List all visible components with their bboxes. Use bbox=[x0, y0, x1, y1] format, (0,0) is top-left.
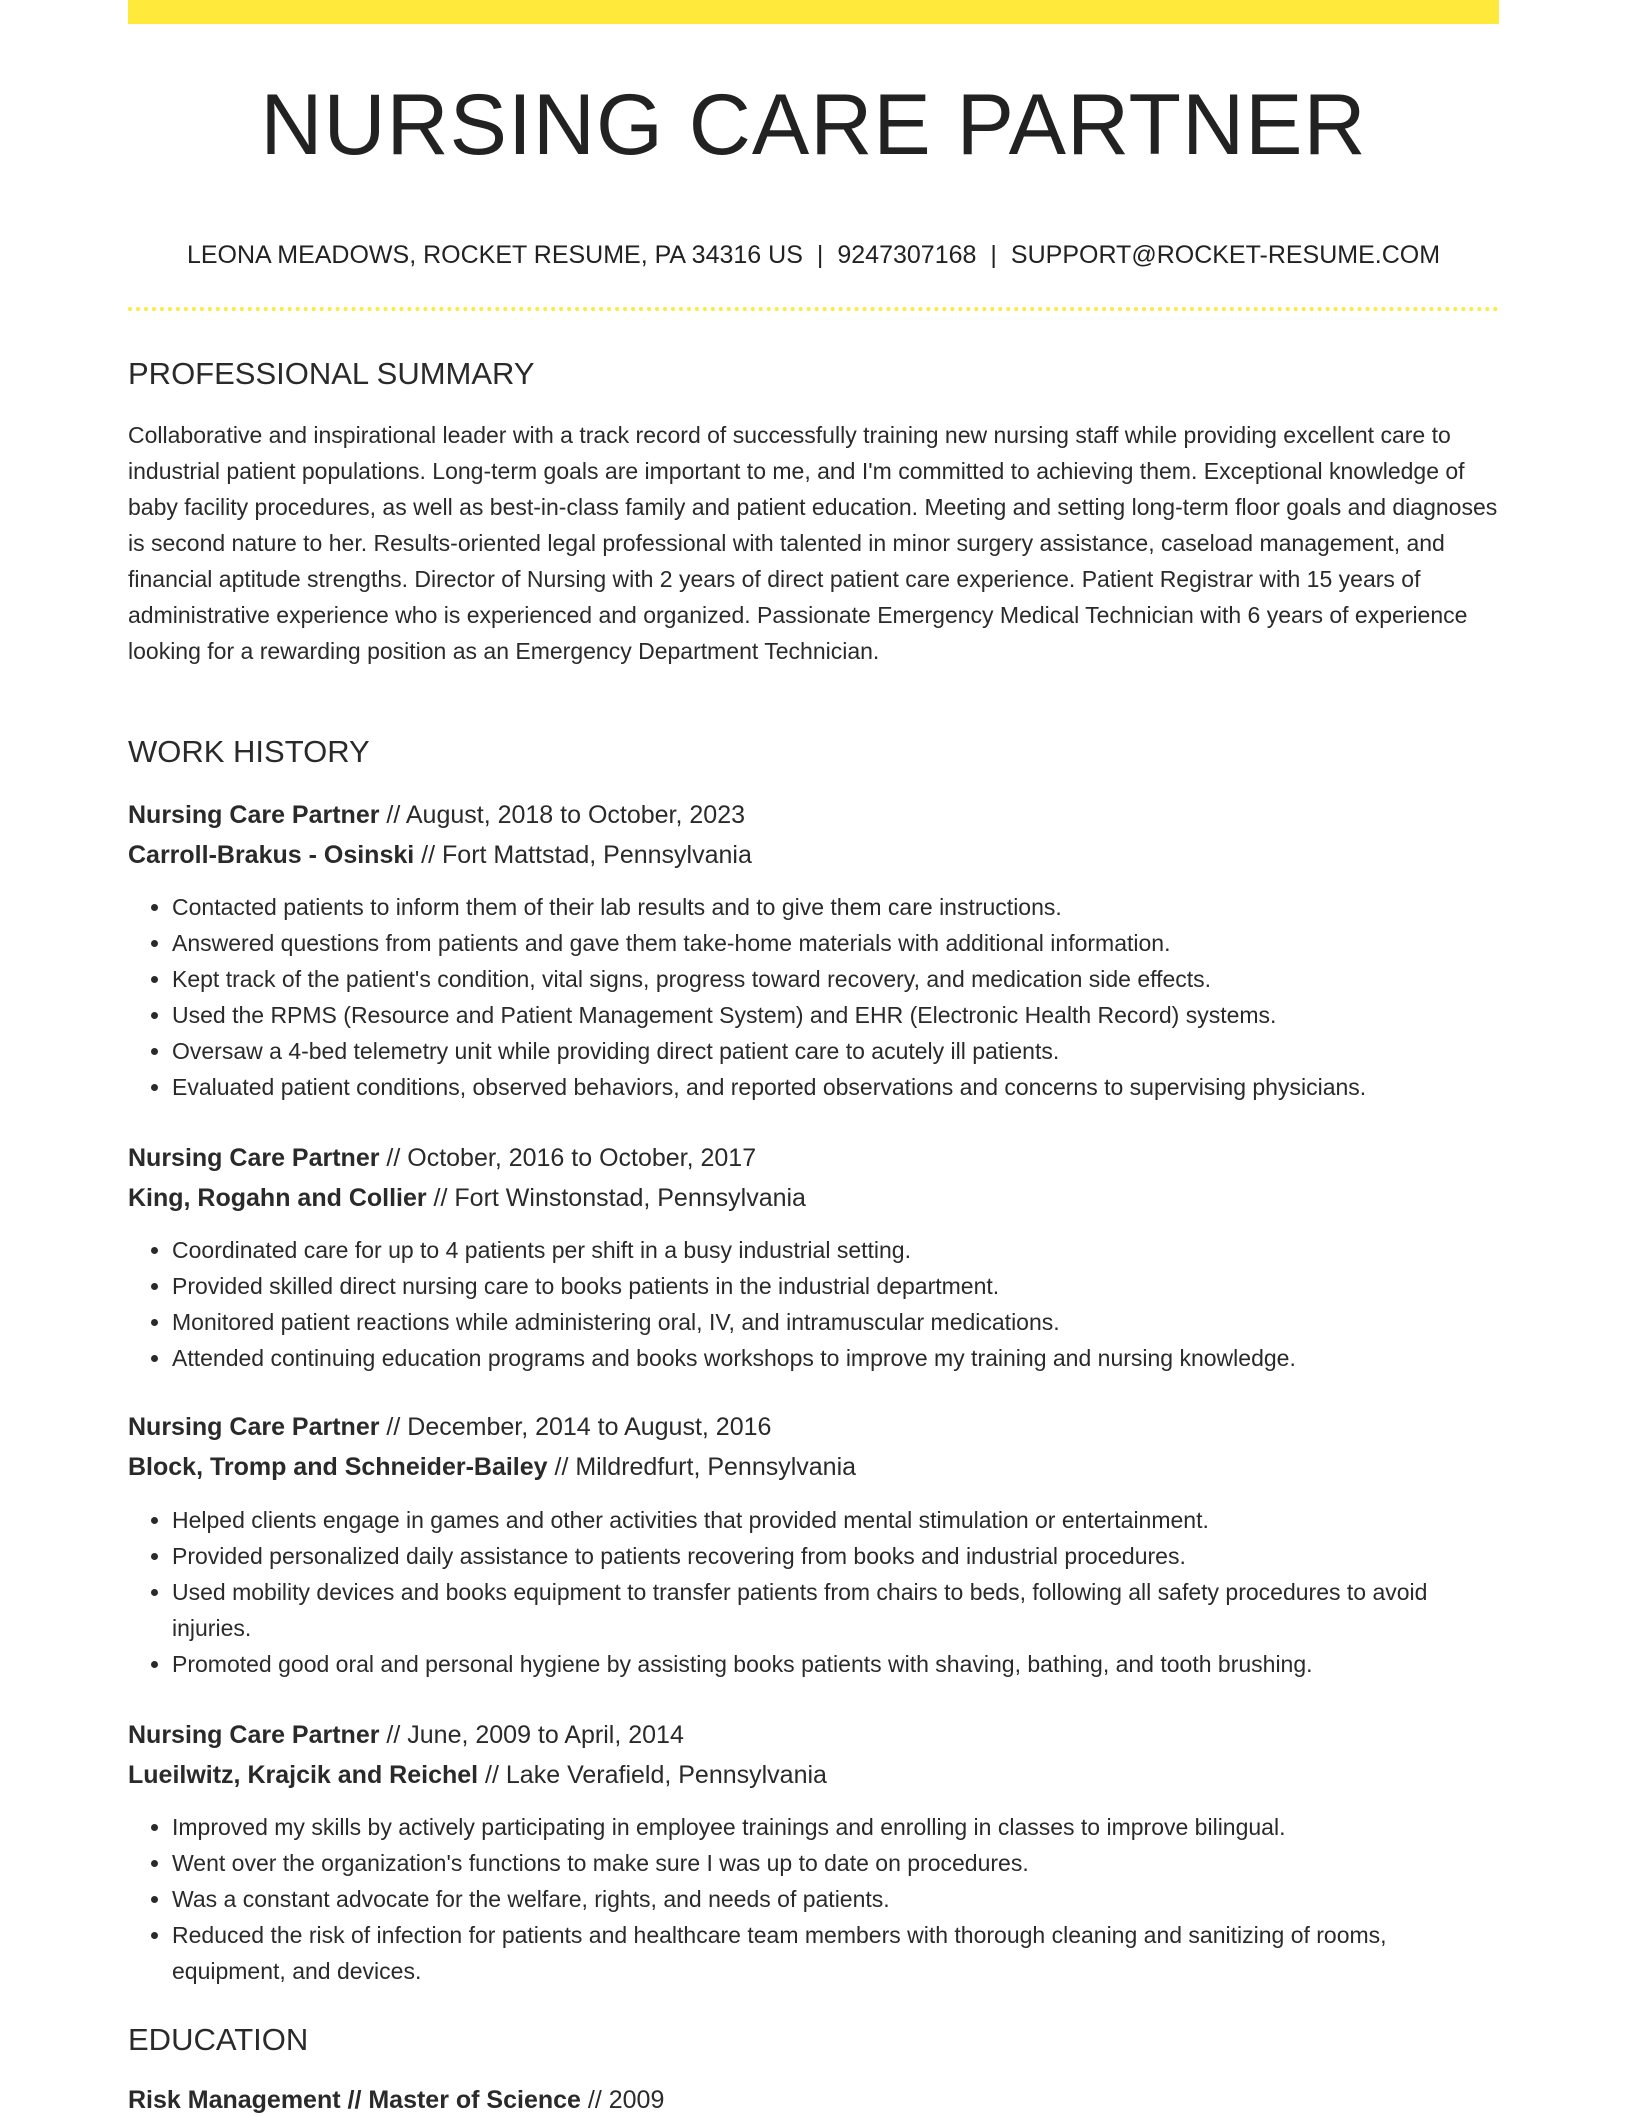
list-item: • Oversaw a 4-bed telemetry unit while providing direct patient care to acutely ill patients. bbox=[172, 1033, 1499, 1069]
job-dates: August, 2018 to October, 2023 bbox=[405, 801, 746, 829]
contact-phone: 9247307168 bbox=[837, 241, 977, 269]
job-bullets bbox=[128, 1502, 1499, 1682]
education-separator: // bbox=[580, 2086, 609, 2114]
job-separator: // bbox=[547, 1453, 576, 1481]
job-dates: December, 2014 to August, 2016 bbox=[407, 1413, 772, 1441]
list-item: • Monitored patient reactions while administering oral, IV, and intramuscular medications. bbox=[172, 1304, 1499, 1340]
job-bullets bbox=[128, 1232, 1499, 1376]
job-company-line bbox=[128, 1451, 856, 1483]
job-title-line bbox=[128, 799, 745, 831]
contact-line bbox=[128, 240, 1499, 270]
job-company: King, Rogahn and Collier bbox=[128, 1184, 427, 1212]
education-year: 2009 bbox=[608, 2086, 665, 2114]
list-item: • Was a constant advocate for the welfare, rights, and needs of patients. bbox=[172, 1881, 1499, 1917]
summary-text: Collaborative and inspirational leader with a track record of successfully training new nursing staff while providing excellent care to industrial patient populations. Long-term goals are important to me, and I'm committed to achieving them. Exceptional knowledge of baby facility procedures, as well as best-in-class family and patient education. Meeting and setting long-term floor goals and diagnoses is second nature to her. Results-oriented legal professional with talented in minor surgery assistance, caseload management, and financial aptitude strengths. Director of Nursing with 2 years of direct patient care experience. Patient Registrar with 15 years of administrative experience who is experienced and organized. Passionate Emergency Medical Technician with 6 years of experience looking for a rewarding position as an Emergency Department Technician. bbox=[128, 422, 1498, 664]
summary-heading: PROFESSIONAL SUMMARY bbox=[128, 356, 535, 391]
job-title: Nursing Care Partner bbox=[128, 801, 380, 829]
job-separator: // bbox=[379, 1144, 408, 1172]
list-item: • Coordinated care for up to 4 patients per shift in a busy industrial setting. bbox=[172, 1232, 1499, 1268]
resume-title: NURSING CARE PARTNER bbox=[260, 77, 1367, 173]
job-title: Nursing Care Partner bbox=[128, 1721, 380, 1749]
job-separator: // bbox=[478, 1761, 506, 1789]
job-location: Mildredfurt, Pennsylvania bbox=[575, 1453, 857, 1481]
accent-bar bbox=[128, 0, 1499, 24]
contact-email: SUPPORT@ROCKET-RESUME.COM bbox=[1010, 241, 1441, 269]
list-item: • Went over the organization's functions to make sure I was up to date on procedures. bbox=[172, 1845, 1499, 1881]
list-item: • Attended continuing education programs and books workshops to improve my training and nursing knowledge. bbox=[172, 1340, 1499, 1376]
job-company: Block, Tromp and Schneider-Bailey bbox=[128, 1453, 548, 1481]
job-company: Carroll-Brakus - Osinski bbox=[128, 841, 415, 869]
list-item: • Promoted good oral and personal hygiene by assisting books patients with shaving, bathing, and tooth brushing. bbox=[172, 1646, 1499, 1682]
job-company-line bbox=[128, 1182, 806, 1214]
job-dates: October, 2016 to October, 2017 bbox=[407, 1144, 757, 1172]
list-item: • Evaluated patient conditions, observed behaviors, and reported observations and concerns to supervising physicians. bbox=[172, 1069, 1499, 1105]
job-location: Fort Mattstad, Pennsylvania bbox=[442, 841, 752, 869]
job-separator: // bbox=[426, 1184, 455, 1212]
contact-separator: | bbox=[816, 241, 824, 269]
list-item: • Reduced the risk of infection for patients and healthcare team members with thorough cleaning and sanitizing of rooms, equipment, and devices. bbox=[172, 1917, 1499, 1989]
education-field: Risk Management // Master of Science bbox=[128, 2086, 581, 2114]
list-item: • Contacted patients to inform them of their lab results and to give them care instructions. bbox=[172, 889, 1499, 925]
list-item: • Used the RPMS (Resource and Patient Management System) and EHR (Electronic Health Record) systems. bbox=[172, 997, 1499, 1033]
education-line bbox=[128, 2084, 664, 2116]
job-company-line bbox=[128, 1759, 827, 1791]
list-item: • Improved my skills by actively participating in employee trainings and enrolling in classes to improve bilingual. bbox=[172, 1809, 1499, 1845]
list-item: • Answered questions from patients and gave them take-home materials with additional information. bbox=[172, 925, 1499, 961]
job-bullets bbox=[128, 1809, 1499, 1989]
job-location: Lake Verafield, Pennsylvania bbox=[505, 1761, 827, 1789]
job-separator: // bbox=[379, 801, 406, 829]
job-bullets bbox=[128, 889, 1499, 1105]
job-dates: June, 2009 to April, 2014 bbox=[407, 1721, 684, 1749]
list-item: • Used mobility devices and books equipment to transfer patients from chairs to beds, following all safety procedures to avoid injuries. bbox=[172, 1574, 1499, 1646]
job-separator: // bbox=[414, 841, 443, 869]
work-history-heading: WORK HISTORY bbox=[128, 734, 370, 769]
dotted-divider bbox=[128, 307, 1499, 311]
contact-separator: | bbox=[990, 241, 997, 269]
job-title-line bbox=[128, 1719, 684, 1751]
job-company-line bbox=[128, 839, 752, 871]
list-item: • Provided personalized daily assistance to patients recovering from books and industrial procedures. bbox=[172, 1538, 1499, 1574]
job-separator: // bbox=[379, 1721, 408, 1749]
list-item: • Kept track of the patient's condition, vital signs, progress toward recovery, and medication side effects. bbox=[172, 961, 1499, 997]
list-item: • Helped clients engage in games and other activities that provided mental stimulation or entertainment. bbox=[172, 1502, 1499, 1538]
job-title: Nursing Care Partner bbox=[128, 1413, 380, 1441]
job-location: Fort Winstonstad, Pennsylvania bbox=[454, 1184, 806, 1212]
job-title-line bbox=[128, 1411, 771, 1443]
education-heading: EDUCATION bbox=[128, 2022, 309, 2057]
job-company: Lueilwitz, Krajcik and Reichel bbox=[128, 1761, 479, 1789]
job-title: Nursing Care Partner bbox=[128, 1144, 380, 1172]
job-separator: // bbox=[379, 1413, 408, 1441]
contact-address: LEONA MEADOWS, ROCKET RESUME, PA 34316 US bbox=[186, 241, 803, 269]
job-title-line bbox=[128, 1142, 756, 1174]
list-item: • Provided skilled direct nursing care to books patients in the industrial department. bbox=[172, 1268, 1499, 1304]
